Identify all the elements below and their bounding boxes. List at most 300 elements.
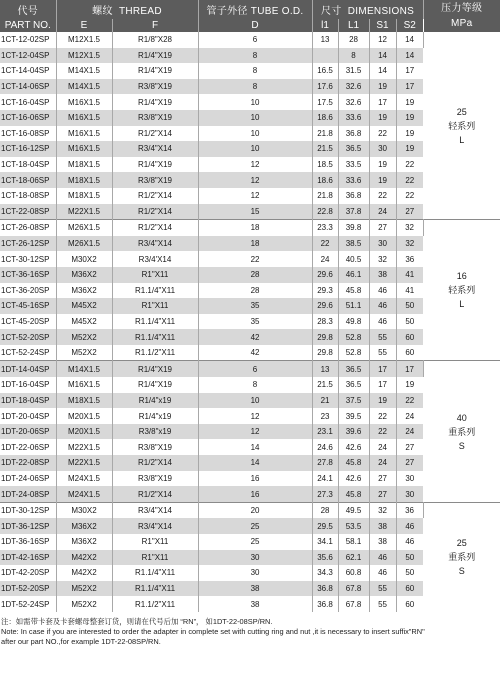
s2-cell: 30 <box>405 473 415 483</box>
s2-cell: 60 <box>405 599 415 609</box>
l1-cell: 22.8 <box>312 204 338 220</box>
l1-cell: 29.6 <box>312 298 338 314</box>
tube-od-cell: 18 <box>198 236 312 252</box>
thread-f-cell: R1.1/4"X11 <box>112 565 198 581</box>
thread-f-cell: R1"X11 <box>112 550 198 566</box>
thread-e-cell: M30X2 <box>56 502 112 518</box>
s2-cell: 27 <box>396 204 423 220</box>
L1-cell: 67.8 <box>338 581 369 597</box>
thread-f-cell: R1/2"X14 <box>112 204 198 220</box>
part-no-header-cn: 代号 <box>0 0 56 19</box>
s2-cell: 19 <box>396 110 423 126</box>
l1-cell: 23 <box>312 408 338 424</box>
tube-od-cell: 10 <box>198 110 312 126</box>
pressure-group-cell <box>423 502 500 612</box>
L1-cell: 42.6 <box>338 439 369 455</box>
s2-cell: 50 <box>396 550 423 566</box>
thread-f-cell: R3/4"X14 <box>112 236 198 252</box>
s2-cell: 36 <box>405 254 415 264</box>
l1-cell <box>312 48 338 64</box>
l1-cell: 23.3 <box>312 220 338 236</box>
s1-cell: 14 <box>369 63 396 79</box>
tube-od-cell: 12 <box>198 172 312 188</box>
part-no-cell: 1CT-18-04SP <box>0 157 56 173</box>
s2-cell: 60 <box>396 581 423 597</box>
thread-e-cell: M22X1.5 <box>56 439 112 455</box>
thread-f-cell: R1.1/4"X11 <box>112 314 198 330</box>
thread-e-cell: M52X2 <box>56 329 112 345</box>
tube-od-header: 管子外径 TUBE O.D. <box>198 0 312 19</box>
thread-f-cell: R3/4"X14 <box>112 141 198 157</box>
thread-f-cell: R1/4"X19 <box>112 157 198 173</box>
s2-cell: 36 <box>396 502 423 518</box>
L1-cell: 46.1 <box>338 267 369 283</box>
thread-e-cell: M16X1.5 <box>56 126 112 142</box>
table-row <box>0 32 500 48</box>
s1-cell: 19 <box>369 172 396 188</box>
thread-e-cell: M16X1.5 <box>56 110 112 126</box>
part-no-cell: 1CT-36-20SP <box>0 283 56 299</box>
s2-cell: 14 <box>396 48 423 64</box>
thread-e-cell: M36X2 <box>56 534 112 550</box>
tube-od-cell: 20 <box>198 502 312 518</box>
s1-cell: 17 <box>369 94 396 110</box>
thread-f-cell: R1/4"X19 <box>112 94 198 110</box>
s2-cell: 17 <box>396 361 423 377</box>
s1-cell: 24 <box>369 455 396 471</box>
tube-od-cell: 15 <box>198 204 312 220</box>
thread-e-cell: M20X1.5 <box>56 424 112 440</box>
L1-cell: 33.6 <box>338 110 369 126</box>
l1-cell: 27.3 <box>312 486 338 502</box>
tube-od-cell: 18 <box>198 220 312 236</box>
pressure-value: 25 <box>456 106 467 117</box>
thread-e-cell: M18X1.5 <box>56 157 112 173</box>
L1-cell: 49.5 <box>338 502 369 518</box>
thread-e-cell: M18X1.5 <box>56 188 112 204</box>
tube-od-cell: 28 <box>198 283 312 299</box>
col-s2-header: S2 <box>396 19 423 32</box>
L1-cell: 38.5 <box>338 236 369 252</box>
tube-od-cell: 16 <box>198 471 312 487</box>
L1-cell: 39.5 <box>338 408 369 424</box>
part-no-cell: 1DT-22-08SP <box>0 455 56 471</box>
thread-f-cell: R3/8"x19 <box>112 424 198 440</box>
pressure-group-cell <box>423 32 500 220</box>
s1-cell: 46 <box>369 283 396 299</box>
s2-cell: 19 <box>396 141 423 157</box>
part-no-cell: 1CT-52-20SP <box>0 329 56 345</box>
s2-cell: 46 <box>405 537 415 547</box>
L1-cell: 28 <box>338 32 369 48</box>
L1-cell: 45.8 <box>338 283 369 299</box>
s1-cell: 22 <box>369 126 396 142</box>
part-no-cell: 1CT-18-06SP <box>0 172 56 188</box>
l1-cell: 13 <box>312 361 338 377</box>
part-no-cell: 1DT-18-04SP <box>0 393 56 409</box>
col-L1-header: L1 <box>338 19 369 32</box>
part-no-cell: 1DT-36-16SP <box>0 534 56 550</box>
l1-cell: 27.8 <box>312 455 338 471</box>
tube-od-cell: 10 <box>198 141 312 157</box>
s1-cell: 55 <box>369 345 396 361</box>
thread-f-cell: R1/2"X14 <box>112 455 198 471</box>
note-cn: 注：如需带卡套及卡套螺母整套订货，则请在代号后加 “RN”， 如1DT-22-08SP/RN. <box>1 616 273 626</box>
thread-f-cell: R1/4"X19 <box>112 63 198 79</box>
thread-f-cell: R1"X11 <box>112 534 198 550</box>
thread-header: 螺纹 THREAD <box>56 0 198 19</box>
thread-f-cell: R1/4"X19 <box>112 48 198 64</box>
s1-cell: 32 <box>369 251 396 267</box>
L1-cell: 32.6 <box>338 94 369 110</box>
s2-cell: 27 <box>405 442 415 452</box>
s2-cell: 50 <box>396 298 423 314</box>
l1-cell: 36.8 <box>312 596 338 612</box>
L1-cell: 45.8 <box>338 486 369 502</box>
s1-cell: 46 <box>369 565 396 581</box>
thread-e-cell: M14X1.5 <box>56 63 112 79</box>
L1-cell: 32.6 <box>338 79 369 95</box>
thread-f-cell: R3/8"X19 <box>112 110 198 126</box>
pressure-group-cell <box>423 220 500 361</box>
L1-cell: 49.8 <box>338 314 369 330</box>
s2-cell: 19 <box>405 380 415 390</box>
s2-cell: 22 <box>396 172 423 188</box>
pressure-series-code: S <box>458 440 465 451</box>
part-no-cell: 1DT-20-06SP <box>0 424 56 440</box>
s1-cell: 27 <box>369 220 396 236</box>
pressure-series-code: L <box>459 134 465 145</box>
part-no-cell: 1CT-26-08SP <box>0 220 56 236</box>
s2-cell: 27 <box>396 455 423 471</box>
pressure-header: 压力等级 MPa <box>423 0 500 32</box>
tube-od-cell: 12 <box>198 188 312 204</box>
tube-od-cell: 42 <box>198 345 312 361</box>
s1-cell: 22 <box>369 188 396 204</box>
part-no-cell: 1DT-24-06SP <box>0 471 56 487</box>
part-no-cell: 1CT-30-12SP <box>0 251 56 267</box>
tube-od-cell: 30 <box>198 550 312 566</box>
L1-cell: 60.8 <box>338 565 369 581</box>
spec-table-body <box>0 32 500 612</box>
part-no-cell: 1CT-52-24SP <box>0 345 56 361</box>
part-no-cell: 1DT-52-20SP <box>0 581 56 597</box>
part-no-cell: 1DT-42-20SP <box>0 565 56 581</box>
thread-f-cell: R3/4"X14 <box>112 518 198 534</box>
thread-e-cell: M30X2 <box>56 251 112 267</box>
part-no-cell: 1CT-16-12SP <box>0 141 56 157</box>
L1-cell: 8 <box>338 48 369 64</box>
l1-cell: 18.6 <box>312 110 338 126</box>
L1-cell: 39.8 <box>338 220 369 236</box>
l1-cell: 29.5 <box>312 518 338 534</box>
L1-cell: 33.5 <box>338 157 369 173</box>
l1-cell: 21.8 <box>312 126 338 142</box>
part-no-cell: 1CT-45-20SP <box>0 314 56 330</box>
L1-cell: 36.5 <box>338 377 369 393</box>
thread-e-cell: M52X2 <box>56 345 112 361</box>
L1-cell: 37.5 <box>338 393 369 409</box>
s1-cell: 55 <box>369 596 396 612</box>
part-no-cell: 1DT-42-16SP <box>0 550 56 566</box>
l1-cell: 29.6 <box>312 267 338 283</box>
L1-cell: 40.5 <box>338 251 369 267</box>
s1-cell: 46 <box>369 314 396 330</box>
L1-cell: 36.8 <box>338 126 369 142</box>
tube-od-cell: 8 <box>198 48 312 64</box>
thread-e-cell: M26X1.5 <box>56 220 112 236</box>
L1-cell: 39.6 <box>338 424 369 440</box>
L1-cell: 33.6 <box>338 172 369 188</box>
thread-f-cell: R1.1/2"X11 <box>112 345 198 361</box>
s1-cell: 19 <box>369 79 396 95</box>
part-no-cell: 1CT-16-04SP <box>0 94 56 110</box>
thread-f-cell: R1/4"X19 <box>112 361 198 377</box>
s1-cell: 55 <box>369 329 396 345</box>
s2-cell: 60 <box>405 348 415 358</box>
part-no-cell: 1DT-16-04SP <box>0 377 56 393</box>
part-no-cell: 1CT-26-12SP <box>0 236 56 252</box>
part-no-cell: 1CT-22-08SP <box>0 204 56 220</box>
tube-od-cell: 8 <box>198 79 312 95</box>
tube-od-cell: 38 <box>198 581 312 597</box>
s2-cell: 22 <box>405 191 415 201</box>
L1-cell: 52.8 <box>338 329 369 345</box>
tube-od-cell: 30 <box>198 565 312 581</box>
thread-f-cell: R1/2"X14 <box>112 126 198 142</box>
thread-e-cell: M52X2 <box>56 581 112 597</box>
L1-cell: 52.8 <box>338 345 369 361</box>
L1-cell: 58.1 <box>338 534 369 550</box>
s1-cell: 38 <box>369 267 396 283</box>
part-no-cell: 1CT-14-04SP <box>0 63 56 79</box>
l1-cell: 16.5 <box>312 63 338 79</box>
col-e-header: E <box>56 19 112 32</box>
part-no-cell: 1DT-20-04SP <box>0 408 56 424</box>
tube-od-cell: 12 <box>198 408 312 424</box>
L1-cell: 42.6 <box>338 471 369 487</box>
s1-cell: 38 <box>369 534 396 550</box>
pressure-value: 40 <box>456 412 467 423</box>
l1-cell: 34.1 <box>312 534 338 550</box>
l1-cell: 21.5 <box>312 377 338 393</box>
thread-f-cell: R3/4'X14 <box>112 251 198 267</box>
s2-cell: 22 <box>396 393 423 409</box>
tube-od-cell: 16 <box>198 486 312 502</box>
part-no-cell: 1CT-14-06SP <box>0 79 56 95</box>
s1-cell: 19 <box>369 157 396 173</box>
table-row <box>0 361 500 377</box>
thread-f-cell: R1/4"X19 <box>112 377 198 393</box>
s1-cell: 27 <box>369 471 396 487</box>
pressure-series-code: L <box>459 299 465 310</box>
pressure-series-cn: 轻系列 <box>448 285 476 296</box>
l1-cell: 24.6 <box>312 439 338 455</box>
s2-cell: 50 <box>405 568 415 578</box>
thread-f-cell: R1.1/4"X11 <box>112 329 198 345</box>
part-no-cell: 1CT-16-06SP <box>0 110 56 126</box>
s1-cell: 55 <box>369 581 396 597</box>
s2-cell: 17 <box>396 79 423 95</box>
s1-cell: 30 <box>369 141 396 157</box>
thread-e-cell: M16X1.5 <box>56 94 112 110</box>
s1-cell: 19 <box>369 110 396 126</box>
thread-f-cell: R1.1/2"X11 <box>112 596 198 612</box>
part-no-cell: 1DT-30-12SP <box>0 502 56 518</box>
thread-f-cell: R1/2"X14 <box>112 220 198 236</box>
order-note <box>0 617 500 647</box>
part-no-cell: 1CT-12-04SP <box>0 48 56 64</box>
tube-od-cell: 12 <box>198 424 312 440</box>
s2-cell: 19 <box>405 128 415 138</box>
s2-cell: 14 <box>396 32 423 48</box>
thread-e-cell: M14X1.5 <box>56 361 112 377</box>
thread-e-cell: M22X1.5 <box>56 204 112 220</box>
part-no-header-en: PART NO. <box>0 19 56 32</box>
thread-e-cell: M16X1.5 <box>56 377 112 393</box>
part-no-cell: 1CT-16-08SP <box>0 126 56 142</box>
s2-cell: 24 <box>405 411 415 421</box>
s1-cell: 14 <box>369 48 396 64</box>
s1-cell: 38 <box>369 518 396 534</box>
thread-e-cell: M45X2 <box>56 298 112 314</box>
s1-cell: 46 <box>369 550 396 566</box>
thread-f-cell: R3/8"X19 <box>112 172 198 188</box>
l1-cell: 36.8 <box>312 581 338 597</box>
pressure-group-cell <box>423 361 500 502</box>
thread-e-cell: M20X1.5 <box>56 408 112 424</box>
s1-cell: 24 <box>369 204 396 220</box>
thread-f-cell: R1"X11 <box>112 298 198 314</box>
thread-e-cell: M14X1.5 <box>56 79 112 95</box>
thread-e-cell: M24X1.5 <box>56 471 112 487</box>
thread-f-cell: R1/4"x19 <box>112 393 198 409</box>
thread-e-cell: M45X2 <box>56 314 112 330</box>
dimensions-header: 尺寸 DIMENSIONS <box>312 0 423 19</box>
tube-od-cell: 35 <box>198 314 312 330</box>
pressure-value: 16 <box>456 271 467 282</box>
col-s1-header: S1 <box>369 19 396 32</box>
tube-od-cell: 10 <box>198 126 312 142</box>
thread-e-cell: M52X2 <box>56 596 112 612</box>
s1-cell: 19 <box>369 393 396 409</box>
thread-e-cell: M18X1.5 <box>56 393 112 409</box>
part-no-cell: 1DT-14-04SP <box>0 361 56 377</box>
L1-cell: 51.1 <box>338 298 369 314</box>
thread-f-cell: R3/8"X19 <box>112 471 198 487</box>
part-no-cell: 1DT-22-06SP <box>0 439 56 455</box>
s1-cell: 22 <box>369 424 396 440</box>
l1-cell: 21 <box>312 393 338 409</box>
s1-cell: 12 <box>369 32 396 48</box>
s2-cell: 46 <box>396 518 423 534</box>
thread-e-cell: M36X2 <box>56 518 112 534</box>
col-d-header: D <box>198 19 312 32</box>
s2-cell: 60 <box>396 329 423 345</box>
l1-cell: 35.6 <box>312 550 338 566</box>
thread-f-cell: R3/8"X19 <box>112 79 198 95</box>
l1-cell: 21.8 <box>312 188 338 204</box>
tube-od-cell: 35 <box>198 298 312 314</box>
L1-cell: 37.8 <box>338 204 369 220</box>
thread-f-cell: R1"X11 <box>112 267 198 283</box>
thread-f-cell: R1.1/4"X11 <box>112 283 198 299</box>
part-no-cell: 1CT-45-16SP <box>0 298 56 314</box>
s2-cell: 50 <box>405 316 415 326</box>
pressure-series-cn: 重系列 <box>448 552 476 563</box>
tube-od-cell: 6 <box>198 361 312 377</box>
s1-cell: 27 <box>369 486 396 502</box>
tube-od-cell: 14 <box>198 439 312 455</box>
l1-cell: 18.5 <box>312 157 338 173</box>
col-f-header: F <box>112 19 198 32</box>
tube-od-cell: 22 <box>198 251 312 267</box>
s2-cell: 30 <box>396 486 423 502</box>
tube-od-cell: 12 <box>198 157 312 173</box>
tube-od-cell: 25 <box>198 518 312 534</box>
part-no-cell: 1CT-12-02SP <box>0 32 56 48</box>
s2-cell: 17 <box>405 66 415 76</box>
thread-f-cell: R3/8"X19 <box>112 439 198 455</box>
thread-f-cell: R1/2"X14 <box>112 486 198 502</box>
tube-od-cell: 10 <box>198 393 312 409</box>
table-row <box>0 502 500 518</box>
L1-cell: 36.8 <box>338 188 369 204</box>
L1-cell: 45.8 <box>338 455 369 471</box>
part-no-cell: 1DT-24-08SP <box>0 486 56 502</box>
l1-cell: 29.8 <box>312 345 338 361</box>
pressure-series-code: S <box>458 566 465 577</box>
thread-e-cell: M18X1.5 <box>56 172 112 188</box>
s1-cell: 17 <box>369 377 396 393</box>
note-en-2: after our part NO.,for example 1DT-22-08SP/RN. <box>1 636 161 646</box>
s1-cell: 46 <box>369 298 396 314</box>
l1-cell: 21.5 <box>312 141 338 157</box>
s2-cell: 41 <box>405 285 415 295</box>
s1-cell: 24 <box>369 439 396 455</box>
thread-e-cell: M12X1.5 <box>56 32 112 48</box>
L1-cell: 36.5 <box>338 141 369 157</box>
l1-cell: 17.6 <box>312 79 338 95</box>
thread-f-cell: R1.1/4"X11 <box>112 581 198 597</box>
tube-od-cell: 28 <box>198 267 312 283</box>
L1-cell: 36.5 <box>338 361 369 377</box>
s1-cell: 32 <box>369 502 396 518</box>
s1-cell: 17 <box>369 361 396 377</box>
L1-cell: 53.5 <box>338 518 369 534</box>
pressure-series-cn: 轻系列 <box>448 120 476 131</box>
thread-e-cell: M42X2 <box>56 565 112 581</box>
s2-cell: 19 <box>405 97 415 107</box>
l1-cell: 22 <box>312 236 338 252</box>
l1-cell: 34.3 <box>312 565 338 581</box>
L1-cell: 31.5 <box>338 63 369 79</box>
tube-od-cell: 14 <box>198 455 312 471</box>
col-l1-lower-header: l1 <box>312 19 338 32</box>
thread-e-cell: M36X2 <box>56 267 112 283</box>
L1-cell: 62.1 <box>338 550 369 566</box>
s2-cell: 24 <box>396 424 423 440</box>
pressure-series-cn: 重系列 <box>448 426 476 437</box>
part-no-cell: 1CT-36-16SP <box>0 267 56 283</box>
l1-cell: 24.1 <box>312 471 338 487</box>
l1-cell: 13 <box>312 32 338 48</box>
l1-cell: 28 <box>312 502 338 518</box>
l1-cell: 17.5 <box>312 94 338 110</box>
note-en-1: Note: In case if you are interested to order the adapter in complete set with cutting ring and nut ,it is necessary to insert suffix"RN" <box>1 626 425 636</box>
thread-e-cell: M42X2 <box>56 550 112 566</box>
thread-e-cell: M16X1.5 <box>56 141 112 157</box>
